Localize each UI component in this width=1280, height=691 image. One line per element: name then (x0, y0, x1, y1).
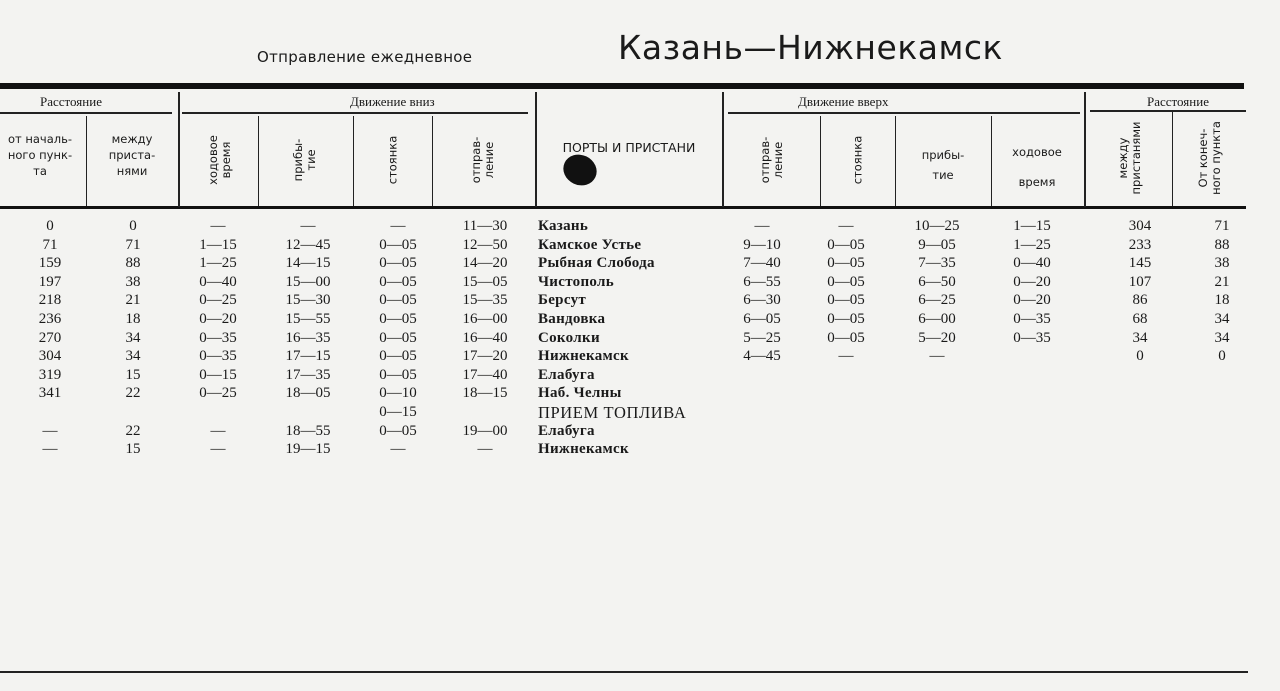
header-top-rule (0, 83, 1244, 89)
cell-from-start: 319 (38, 366, 62, 383)
cell-between: 18 (125, 311, 141, 327)
cell-u-travel: 0—20 (1013, 273, 1051, 290)
port-name: Чистополь (538, 273, 614, 290)
cell-d-travel: 1—15 (199, 236, 237, 253)
cell-d-arr: 12—45 (285, 236, 331, 253)
cell-d-arr: 15—30 (285, 292, 331, 309)
cell-u-stop: 0—05 (827, 273, 865, 290)
cell-u-arr: — (929, 348, 945, 365)
cell-r-from_end: 71 (1214, 218, 1230, 234)
cell-d-travel: 0—25 (199, 385, 237, 402)
rule-up (728, 112, 1080, 114)
cell-d-dep: 14—20 (462, 255, 508, 272)
cell-d-stop: 0—05 (379, 329, 417, 346)
port-name: Нижнекамск (538, 348, 629, 365)
cell-r-from_end: 0 (1218, 348, 1226, 365)
port-name: ПРИЕМ ТОПЛИВА (538, 403, 687, 422)
cell-between: 21 (125, 292, 141, 309)
cell-u-arr: 6—00 (918, 311, 956, 327)
port-name: Елабуга (538, 366, 595, 383)
port-name: Нижнекамск (538, 441, 629, 458)
cell-d-stop: 0—05 (379, 255, 417, 272)
cell-d-travel: 0—20 (199, 311, 237, 327)
cell-d-travel: 0—40 (199, 273, 237, 290)
header-up-departure: отправ- ление (758, 136, 785, 184)
header-down-group: Движение вниз (350, 94, 435, 109)
header-down-arrival: прибы- тие (291, 138, 318, 182)
cell-d-travel: 0—15 (199, 366, 237, 383)
port-name: Елабуга (538, 422, 595, 439)
cell-u-arr: 5—20 (918, 329, 956, 346)
vrule-h (1172, 112, 1173, 206)
cell-d-arr: 16—35 (285, 329, 331, 346)
cell-r-from_end: 34 (1214, 311, 1230, 327)
port-name: Рыбная Слобода (538, 255, 655, 272)
header-between-left: между пристa- нями (108, 132, 156, 178)
cell-d-dep: 17—20 (462, 348, 508, 365)
cell-d-dep: 16—00 (462, 311, 508, 327)
header-up-arrival: прибы- тие (921, 148, 965, 182)
cell-d-stop: 0—05 (379, 236, 417, 253)
cell-between: 34 (125, 348, 141, 365)
cell-u-arr: 6—25 (918, 292, 956, 309)
cell-d-arr: 15—00 (285, 273, 331, 290)
vrule-f (895, 116, 896, 206)
cell-d-arr: 17—35 (285, 366, 331, 383)
cell-u-travel: 0—20 (1013, 292, 1051, 309)
vrule-c (353, 116, 354, 206)
cell-from-start: 159 (38, 255, 62, 272)
cell-u-dep: 4—45 (743, 348, 781, 365)
cell-d-arr: 18—55 (285, 422, 331, 439)
cell-d-arr: 17—15 (285, 348, 331, 365)
cell-d-dep: 15—35 (462, 292, 508, 309)
cell-d-travel: — (210, 422, 226, 439)
header-from-end: От конеч- ного пункта (1196, 121, 1223, 195)
cell-u-arr: 7—35 (918, 255, 956, 272)
cell-d-dep: 17—40 (462, 366, 508, 383)
vrule-ports-left (535, 92, 537, 207)
cell-r-between: 0 (1136, 348, 1144, 365)
cell-between: 22 (125, 422, 141, 439)
header-down-travel: ходовое время (206, 135, 233, 185)
header-distance-left: Расстояние (40, 94, 102, 109)
vrule-2 (1084, 92, 1086, 207)
cell-d-travel: 0—35 (199, 329, 237, 346)
cell-between: 22 (125, 385, 141, 402)
cell-r-between: 145 (1128, 255, 1152, 272)
cell-u-stop: 0—05 (827, 292, 865, 309)
cell-d-dep: 12—50 (462, 236, 508, 253)
cell-d-dep: 16—40 (462, 329, 508, 346)
schedule-subtitle: Отправление ежедневное (257, 48, 473, 66)
cell-between: 88 (125, 255, 141, 272)
header-bottom-rule (0, 206, 1246, 209)
vrule-d (432, 116, 433, 206)
cell-d-arr: 15—55 (285, 311, 331, 327)
cell-from-start: 0 (46, 218, 54, 234)
cell-u-dep: — (754, 218, 770, 234)
cell-d-stop: 0—05 (379, 348, 417, 365)
cell-d-stop: 0—05 (379, 273, 417, 290)
cell-u-stop: 0—05 (827, 329, 865, 346)
cell-d-dep: 18—15 (462, 385, 508, 402)
header-up-stop: стоянка (850, 135, 865, 185)
cell-d-dep: — (477, 441, 493, 458)
cell-between: 38 (125, 273, 141, 290)
vrule-e (820, 116, 821, 206)
vrule-ports-right (722, 92, 724, 207)
cell-u-travel: 1—25 (1013, 236, 1051, 253)
cell-from-start: 236 (38, 311, 62, 327)
cell-d-arr: 19—15 (285, 441, 331, 458)
cell-u-travel: 0—35 (1013, 311, 1051, 327)
cell-u-stop: — (838, 218, 854, 234)
cell-r-from_end: 18 (1214, 292, 1230, 309)
port-name: Берсут (538, 292, 587, 309)
cell-d-stop: 0—05 (379, 311, 417, 327)
cell-d-travel: 1—25 (199, 255, 237, 272)
cell-between: 0 (129, 218, 137, 234)
bottom-rule (0, 671, 1248, 673)
cell-u-arr: 9—05 (918, 236, 956, 253)
cell-d-arr: — (300, 218, 316, 234)
cell-r-between: 86 (1132, 292, 1148, 309)
header-ports: ПОРТЫ И ПРИСТАНИ (562, 140, 696, 155)
vrule-a (86, 116, 87, 206)
cell-from-start: 270 (38, 329, 62, 346)
rule-distance-left (0, 112, 172, 114)
header-down-departure: отправ- ление (469, 136, 496, 184)
cell-from-start: 197 (38, 273, 62, 290)
header-from-start: от началь- ного пунк- та (7, 132, 73, 178)
cell-d-stop: — (390, 441, 406, 458)
cell-between: 15 (125, 441, 141, 458)
cell-u-stop: — (838, 348, 854, 365)
cell-from-start: — (42, 422, 58, 439)
cell-r-from_end: 21 (1214, 273, 1230, 290)
cell-u-arr: 6—50 (918, 273, 956, 290)
cell-r-from_end: 88 (1214, 236, 1230, 253)
cell-d-arr: 14—15 (285, 255, 331, 272)
vrule-b (258, 116, 259, 206)
cell-r-between: 304 (1128, 218, 1152, 234)
port-name: Соколки (538, 329, 600, 346)
cell-d-dep: 11—30 (462, 218, 508, 234)
cell-u-dep: 7—40 (743, 255, 781, 272)
header-up-travel: ходовое время (1012, 145, 1062, 189)
cell-d-stop: 0—05 (379, 422, 417, 439)
cell-from-start: 71 (42, 236, 58, 253)
cell-d-stop: 0—05 (379, 292, 417, 309)
cell-u-stop: 0—05 (827, 311, 865, 327)
cell-u-dep: 6—30 (743, 292, 781, 309)
cell-from-start: 304 (38, 348, 62, 365)
cell-d-stop: 0—15 (379, 404, 417, 420)
cell-u-stop: 0—05 (827, 236, 865, 253)
cell-from-start: 218 (38, 292, 62, 309)
cell-u-dep: 5—25 (743, 329, 781, 346)
rule-down (182, 112, 528, 114)
cell-d-stop: 0—05 (379, 366, 417, 383)
rule-distance-right (1090, 110, 1246, 112)
cell-between: 15 (125, 366, 141, 383)
port-name: Казань (538, 218, 589, 234)
cell-r-from_end: 34 (1214, 329, 1230, 346)
cell-u-travel: 0—35 (1013, 329, 1051, 346)
cell-d-travel: 0—35 (199, 348, 237, 365)
header-up-group: Движение вверх (798, 94, 889, 109)
cell-from-start: 341 (38, 385, 62, 402)
cell-r-between: 233 (1128, 236, 1152, 253)
cell-u-stop: 0—05 (827, 255, 865, 272)
cell-r-between: 68 (1132, 311, 1148, 327)
port-name: Камское Устье (538, 236, 642, 253)
cell-d-arr: 18—05 (285, 385, 331, 402)
cell-r-between: 107 (1128, 273, 1152, 290)
cell-u-dep: 6—55 (743, 273, 781, 290)
cell-r-from_end: 38 (1214, 255, 1230, 272)
cell-u-dep: 9—10 (743, 236, 781, 253)
cell-u-arr: 10—25 (914, 218, 960, 234)
route-title: Казань—Нижнекамск (618, 28, 1003, 67)
port-name: Наб. Челны (538, 385, 622, 402)
cell-d-stop: 0—10 (379, 385, 417, 402)
cell-u-dep: 6—05 (743, 311, 781, 327)
vrule-1 (178, 92, 180, 207)
cell-d-dep: 15—05 (462, 273, 508, 290)
cell-d-travel: — (210, 441, 226, 458)
cell-r-between: 34 (1132, 329, 1148, 346)
header-distance-right: Расстояние (1147, 94, 1209, 109)
cell-u-travel: 1—15 (1013, 218, 1051, 234)
cell-between: 71 (125, 236, 141, 253)
cell-u-travel: 0—40 (1013, 255, 1051, 272)
header-down-stop: стоянка (385, 135, 400, 185)
cell-from-start: — (42, 441, 58, 458)
cell-d-dep: 19—00 (462, 422, 508, 439)
cell-d-travel: — (210, 218, 226, 234)
port-name: Вандовка (538, 311, 606, 327)
cell-d-travel: 0—25 (199, 292, 237, 309)
header-between-right: между пристанями (1116, 121, 1143, 195)
cell-d-stop: — (390, 218, 406, 234)
cell-between: 34 (125, 329, 141, 346)
